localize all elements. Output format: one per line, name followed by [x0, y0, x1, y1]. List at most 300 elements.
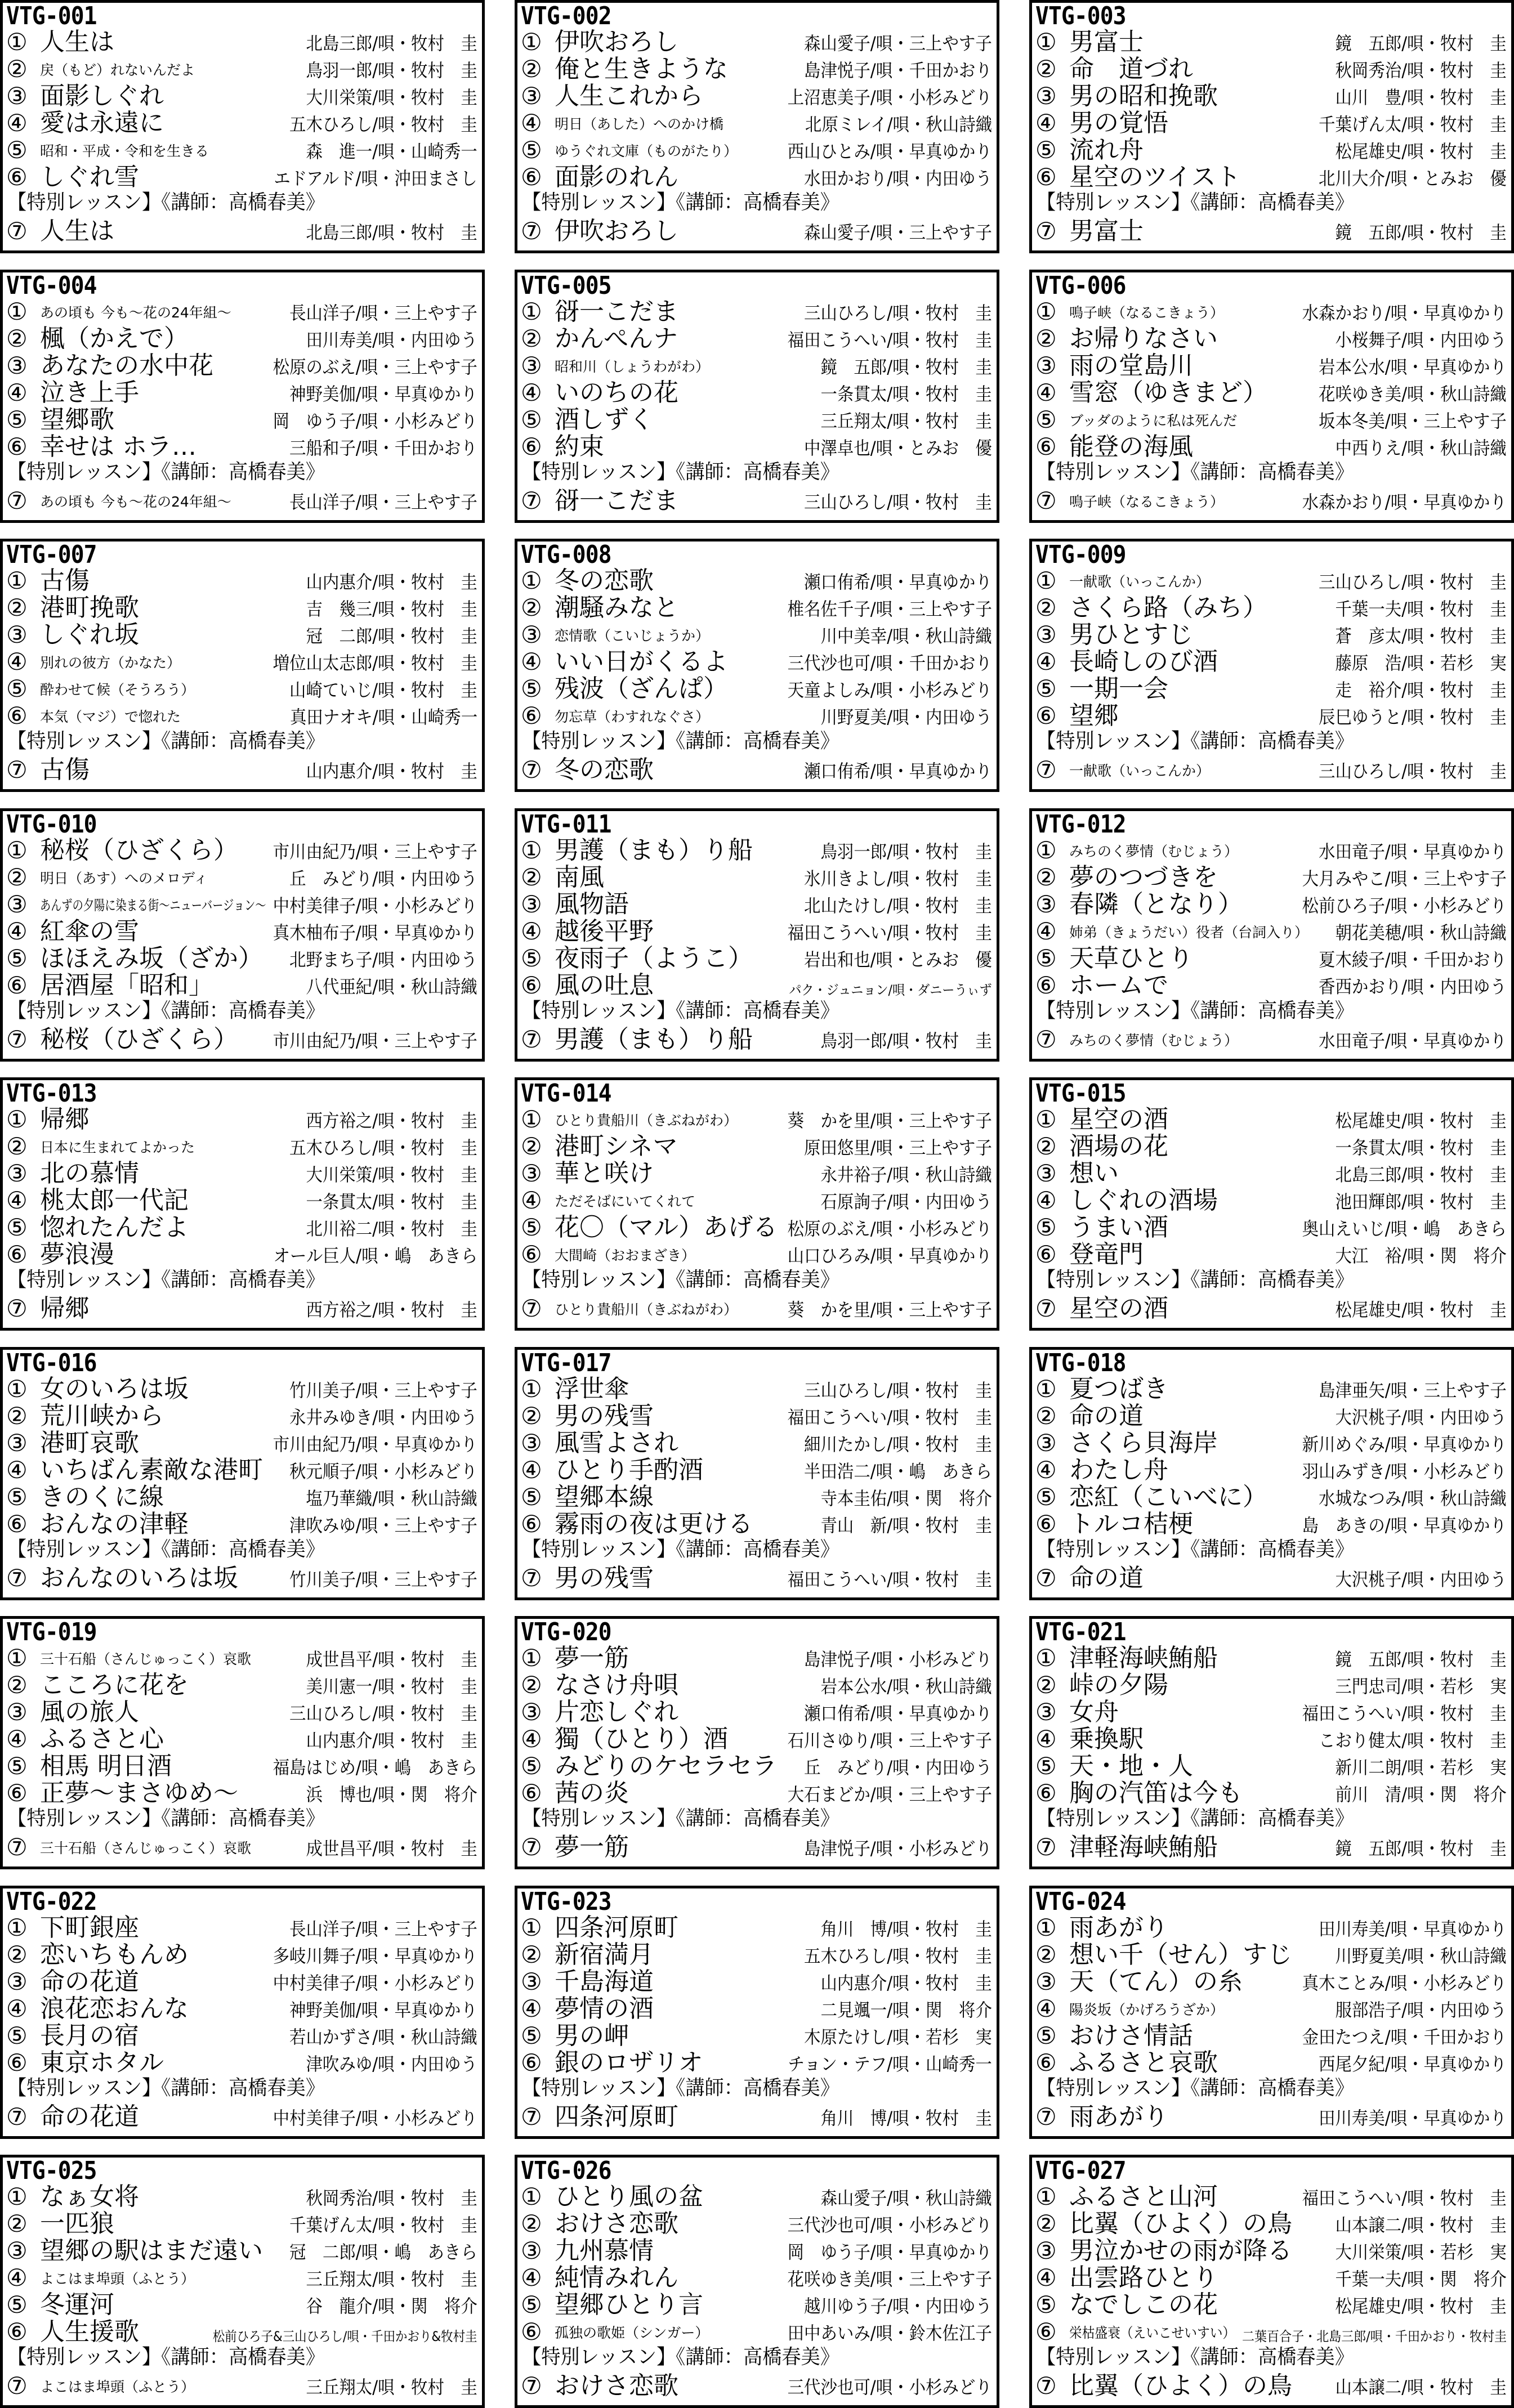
- song-credit: 水田竜子/唄・早真ゆかり: [1319, 1030, 1507, 1051]
- song-title: 津軽海峡鮪船: [1069, 1833, 1218, 1861]
- song-number: ②: [6, 2210, 28, 2237]
- song-title: 男泣かせの雨が降る: [1069, 2236, 1292, 2265]
- special-lesson-header: 【特別レッスン】《講師：高橋春美》: [1037, 1807, 1354, 1830]
- song-credit: 二葉百合子・北島三郎/唄・千田かおり・牧村圭: [1241, 2329, 1507, 2344]
- song-number: ①: [521, 836, 542, 864]
- song-row: [1032, 837, 1511, 864]
- song-title: 古傷: [40, 755, 90, 784]
- song-row: [1032, 56, 1511, 83]
- song-row: [1032, 2049, 1511, 2076]
- song-title: 帰郷: [40, 1105, 90, 1134]
- song-credit: 竹川美子/唄・三上やす子: [289, 1379, 477, 1401]
- song-credit: 秋岡秀治/唄・牧村 圭: [306, 2187, 477, 2209]
- song-number: ⑤: [1035, 136, 1057, 164]
- song-title: 長月の宿: [40, 2021, 139, 2050]
- song-row: [3, 1484, 482, 1511]
- song-row: [1032, 864, 1511, 891]
- song-credit: 成世昌平/唄・牧村 圭: [306, 1649, 477, 1670]
- song-title: 明日（あした）へのかけ橋: [555, 116, 724, 132]
- song-title: おけさ恋歌: [555, 2209, 678, 2238]
- song-number: ①: [521, 2183, 542, 2210]
- song-title: 秘桜（ひざくら）: [40, 1024, 238, 1054]
- song-credit: 岡 ゆう子/唄・小杉みどり: [273, 410, 477, 432]
- song-credit: 福田こうへい/唄・牧村 圭: [787, 921, 992, 943]
- song-credit: 山川 豊/唄・牧村 圭: [1335, 87, 1507, 108]
- song-title: 夢一筋: [555, 1833, 629, 1861]
- song-number: ③: [6, 1429, 28, 1457]
- song-row: [517, 2319, 997, 2346]
- song-number: ⑥: [1035, 163, 1057, 191]
- song-credit: 瀬口侑希/唄・早真ゆかり: [804, 760, 992, 782]
- song-number: ⑥: [6, 2318, 28, 2346]
- song-number: ①: [521, 28, 542, 56]
- special-lesson-header: 【特別レッスン】《講師：高橋春美》: [1037, 191, 1354, 214]
- special-lesson-header: 【特別レッスン】《講師：高橋春美》: [7, 1807, 325, 1830]
- special-lesson-header: 【特別レッスン】《講師：高橋春美》: [1037, 2346, 1354, 2369]
- special-lesson-header: 【特別レッスン】《講師：高橋春美》: [522, 191, 839, 214]
- song-row: [1032, 1968, 1511, 1995]
- special-lesson-header: 【特別レッスン】《講師：高橋春美》: [7, 2346, 325, 2369]
- song-title: わたし舟: [1069, 1455, 1168, 1484]
- song-credit: 神野美伽/唄・早真ゆかり: [289, 383, 477, 405]
- song-title: 下町銀座: [40, 1913, 139, 1942]
- song-title: 命の花道: [40, 1967, 139, 1996]
- song-number: ②: [521, 1133, 542, 1160]
- song-number: ③: [521, 1429, 542, 1457]
- song-number: ⑥: [6, 1779, 28, 1807]
- song-credit: 福田こうへい/唄・牧村 圭: [787, 329, 992, 351]
- song-credit: 美川憲一/唄・牧村 圭: [306, 1676, 477, 1697]
- song-credit: 増位山太志郎/唄・牧村 圭: [273, 652, 477, 674]
- song-credit: 松尾雄史/唄・牧村 圭: [1335, 141, 1507, 162]
- song-number: ⑥: [521, 2318, 542, 2346]
- song-credit: 山内惠介/唄・牧村 圭: [306, 571, 477, 593]
- song-number: ①: [521, 567, 542, 594]
- song-row: [3, 1430, 482, 1457]
- song-number: ⑥: [1035, 702, 1057, 729]
- song-row: [3, 1160, 482, 1187]
- lesson-card: [515, 0, 999, 253]
- song-number: ④: [1035, 109, 1057, 137]
- song-title: 風の旅人: [40, 1698, 139, 1726]
- song-number: ④: [1035, 2264, 1057, 2291]
- song-row: [517, 1214, 997, 1241]
- lesson-card: [0, 2155, 485, 2408]
- song-row: [517, 2022, 997, 2049]
- song-credit: 池田輝郎/唄・牧村 圭: [1335, 1191, 1507, 1212]
- song-number: ④: [1035, 648, 1057, 675]
- song-number: ③: [1035, 1429, 1057, 1457]
- song-credit: 石川さゆり/唄・三上やす子: [787, 1730, 992, 1751]
- song-credit: 島津悦子/唄・小杉みどり: [804, 1649, 992, 1670]
- song-credit: 真木ことみ/唄・小杉みどり: [1302, 1972, 1507, 1994]
- song-title: 居酒屋「昭和」: [40, 970, 213, 1000]
- card-code: VTG-005: [521, 271, 611, 300]
- song-credit: 松前ひろ子/唄・小杉みどり: [1302, 894, 1507, 916]
- song-credit: 藤原 浩/唄・若杉 実: [1335, 652, 1507, 674]
- song-number: ⑦: [1035, 1833, 1057, 1861]
- song-title: 雨あがり: [1069, 1913, 1168, 1942]
- song-credit: 川中美幸/唄・秋山詩織: [820, 625, 992, 647]
- song-row: [517, 1914, 997, 1941]
- song-number: ⑤: [521, 675, 542, 702]
- song-title: 酒しずく: [555, 405, 654, 434]
- song-title: 夢一筋: [555, 1644, 629, 1672]
- song-credit: 森山愛子/唄・三上やす子: [804, 222, 992, 243]
- song-title: 男ひとすじ: [1069, 620, 1193, 649]
- song-title: 冬運河: [40, 2290, 114, 2319]
- song-row: [3, 29, 482, 56]
- song-number: ⑥: [521, 702, 542, 729]
- song-row: [1032, 2183, 1511, 2210]
- song-number: ④: [6, 1456, 28, 1484]
- song-number: ④: [521, 1725, 542, 1753]
- song-title: 男の覚悟: [1069, 109, 1168, 137]
- song-credit: 三門忠司/唄・若杉 実: [1335, 1676, 1507, 1697]
- song-title: 昭和・平成・令和を生きる: [40, 143, 209, 159]
- song-number: ③: [6, 1160, 28, 1187]
- song-number: ③: [521, 1160, 542, 1187]
- song-title: 夢のつづきを: [1069, 862, 1218, 892]
- song-title: なでしこの花: [1069, 2290, 1218, 2319]
- song-number: ③: [521, 1967, 542, 1995]
- lesson-card: [0, 539, 485, 792]
- song-number: ①: [1035, 1913, 1057, 1941]
- song-number: ⑦: [6, 1295, 28, 1322]
- song-number: ②: [6, 55, 28, 83]
- song-number: ⑦: [1035, 2372, 1057, 2400]
- song-title: 楓（かえで）: [40, 324, 189, 353]
- song-number: ⑥: [1035, 1779, 1057, 1807]
- special-lesson-header: 【特別レッスン】《講師：高橋春美》: [7, 2076, 325, 2100]
- song-row: [1032, 594, 1511, 621]
- song-credit: 葵 かを里/唄・三上やす子: [787, 1299, 992, 1321]
- song-title: 南風: [555, 862, 604, 892]
- song-title: いちばん素敵な港町: [40, 1455, 263, 1484]
- song-number: ④: [521, 648, 542, 675]
- song-title: 残波（ざんぱ）: [555, 674, 728, 703]
- song-credit: 松尾雄史/唄・牧村 圭: [1335, 2295, 1507, 2317]
- song-credit: 田川寿美/唄・内田ゆう: [306, 329, 477, 351]
- song-row: [517, 1699, 997, 1726]
- song-title: 東京ホタル: [40, 2048, 164, 2077]
- song-title: 命の道: [1069, 1563, 1144, 1592]
- lesson-card: [0, 808, 485, 1062]
- song-number: ②: [521, 55, 542, 83]
- song-title: 天（てん）の糸: [1069, 1967, 1243, 1996]
- song-credit: 水田かおり/唄・内田ゆう: [804, 168, 992, 189]
- song-number: ③: [6, 890, 28, 918]
- song-number: ③: [1035, 1967, 1057, 1995]
- song-credit: 多岐川舞子/唄・早真ゆかり: [273, 1945, 477, 1967]
- song-credit: 三山ひろし/唄・牧村 圭: [1319, 760, 1507, 782]
- song-row: [3, 2210, 482, 2237]
- song-row: [3, 1133, 482, 1160]
- song-credit: 長山洋子/唄・三上やす子: [289, 491, 477, 513]
- song-number: ②: [1035, 324, 1057, 352]
- song-number: ②: [521, 1402, 542, 1430]
- song-credit: 三代沙也可/唄・小杉みどり: [787, 2376, 992, 2398]
- song-credit: オール巨人/唄・嶋 あきら: [273, 1245, 477, 1266]
- song-title: かんぺんナ: [555, 324, 678, 353]
- song-row: [3, 1026, 482, 1053]
- song-row: [1032, 325, 1511, 352]
- song-title: 天・地・人: [1069, 1752, 1193, 1780]
- song-row: [517, 298, 997, 325]
- lesson-card: [0, 1347, 485, 1600]
- song-title: 天草ひとり: [1069, 943, 1193, 973]
- song-title: しぐれの酒場: [1069, 1186, 1218, 1215]
- song-row: [1032, 1106, 1511, 1133]
- song-row: [3, 918, 482, 945]
- song-row: [3, 891, 482, 918]
- lesson-card: [515, 2155, 999, 2408]
- song-row: [1032, 2210, 1511, 2237]
- song-credit: 三丘翔太/唄・牧村 圭: [820, 410, 992, 432]
- song-title: 千島海道: [555, 1967, 654, 1996]
- song-row: [3, 2183, 482, 2210]
- song-title: いのちの花: [555, 378, 678, 407]
- song-title: 出雲路ひとり: [1069, 2263, 1218, 2292]
- song-title: 潮騒みなと: [555, 593, 678, 622]
- song-title: 酒場の花: [1069, 1132, 1168, 1161]
- song-number: ⑥: [6, 163, 28, 191]
- song-number: ⑤: [1035, 405, 1057, 433]
- song-credit: 若山かずさ/唄・秋山詩織: [289, 2026, 477, 2048]
- song-title: 長崎しのび酒: [1069, 647, 1218, 676]
- song-number: ④: [1035, 1725, 1057, 1753]
- song-row: [3, 1187, 482, 1214]
- song-row: [3, 1645, 482, 1672]
- song-row: [3, 2103, 482, 2131]
- song-credit: 一条貫太/唄・牧村 圭: [306, 1191, 477, 1212]
- song-row: [1032, 1160, 1511, 1187]
- song-number: ①: [6, 28, 28, 56]
- song-row: [517, 406, 997, 433]
- song-credit: 田川寿美/唄・早真ゆかり: [1319, 1918, 1507, 1940]
- song-number: ③: [1035, 1160, 1057, 1187]
- song-number: ⑦: [6, 756, 28, 784]
- song-credit: 鳥羽一郎/唄・牧村 圭: [820, 1030, 992, 1051]
- song-title: 花〇（マル）あげる: [555, 1213, 778, 1242]
- song-credit: 水森かおり/唄・早真ゆかり: [1302, 302, 1507, 324]
- song-number: ⑦: [1035, 486, 1057, 514]
- song-row: [3, 325, 482, 352]
- song-credit: 小桜舞子/唄・内田ゆう: [1335, 329, 1507, 351]
- song-number: ⑥: [521, 2048, 542, 2076]
- song-title: 雪窓（ゆきまど）: [1069, 378, 1267, 407]
- song-row: [1032, 137, 1511, 164]
- song-credit: 北川大介/唄・とみお 優: [1319, 168, 1507, 189]
- card-code: VTG-004: [6, 271, 97, 300]
- special-lesson-header: 【特別レッスン】《講師：高橋春美》: [7, 460, 325, 484]
- song-number: ⑦: [521, 756, 542, 784]
- song-title: 浪花恋おんな: [40, 1994, 189, 2023]
- song-title: 男護（まも）り船: [555, 835, 753, 865]
- song-credit: 鏡 五郎/唄・牧村 圭: [1335, 1838, 1507, 1859]
- song-title: 命 道づれ: [1069, 55, 1193, 83]
- song-credit: 冠 二郎/唄・牧村 圭: [306, 625, 477, 647]
- song-number: ②: [1035, 55, 1057, 83]
- song-title: 津軽海峡鮪船: [1069, 1644, 1218, 1672]
- song-number: ①: [6, 1644, 28, 1672]
- song-title: 鳴子峡（なるこきょう）: [1069, 304, 1225, 321]
- song-title: 正夢～まさゆめ～: [40, 1779, 238, 1807]
- song-credit: 山本譲二/唄・牧村 圭: [1335, 2376, 1507, 2398]
- song-number: ①: [521, 1375, 542, 1403]
- song-row: [517, 1241, 997, 1268]
- song-row: [3, 110, 482, 137]
- song-number: ⑤: [6, 675, 28, 702]
- song-credit: 鏡 五郎/唄・牧村 圭: [820, 356, 992, 378]
- special-lesson-header: 【特別レッスン】《講師：高橋春美》: [7, 729, 325, 753]
- song-credit: 森山愛子/唄・秋山詩織: [820, 2187, 992, 2209]
- song-number: ③: [521, 2237, 542, 2264]
- song-title: 港町挽歌: [40, 593, 139, 622]
- song-row: [1032, 1914, 1511, 1941]
- song-credit: 越川ゆう子/唄・内田ゆう: [804, 2295, 992, 2317]
- song-credit: 千葉げん太/唄・牧村 圭: [1319, 114, 1507, 135]
- song-number: ⑥: [6, 2048, 28, 2076]
- song-number: ②: [6, 594, 28, 621]
- song-title: 酔わせて候（そうろう）: [40, 682, 195, 698]
- song-title: ふるさと心: [40, 1725, 164, 1753]
- song-credit: 奥山えいじ/唄・嶋 あきら: [1302, 1218, 1507, 1239]
- song-number: ④: [1035, 1187, 1057, 1214]
- card-code: VTG-016: [6, 1348, 97, 1377]
- song-credit: 八代亜紀/唄・秋山詩織: [306, 975, 477, 997]
- song-row: [1032, 379, 1511, 406]
- song-row: [3, 2319, 482, 2346]
- song-title: こころに花を: [40, 1671, 189, 1699]
- song-credit: 鳥羽一郎/唄・牧村 圭: [306, 60, 477, 81]
- song-row: [517, 2264, 997, 2291]
- song-credit: 成世昌平/唄・牧村 圭: [306, 1838, 477, 1859]
- song-row: [1032, 702, 1511, 729]
- song-title: 冬の恋歌: [555, 566, 654, 595]
- song-number: ⑥: [6, 1510, 28, 1538]
- song-credit: 三山ひろし/唄・牧村 圭: [804, 1379, 992, 1401]
- special-lesson-header: 【特別レッスン】《講師：高橋春美》: [522, 1537, 839, 1561]
- song-number: ①: [6, 836, 28, 864]
- song-credit: 山内惠介/唄・牧村 圭: [306, 1730, 477, 1751]
- song-credit: 蒼 彦太/唄・牧村 圭: [1335, 625, 1507, 647]
- song-row: [517, 29, 997, 56]
- song-title: 望郷の駅はまだ遠い: [40, 2236, 263, 2265]
- song-row: [517, 1968, 997, 1995]
- song-title: 乗換駅: [1069, 1725, 1144, 1753]
- song-title: ブッダのように私は死んだ: [1069, 412, 1238, 429]
- song-row: [3, 406, 482, 433]
- song-row: [517, 2183, 997, 2210]
- song-row: [1032, 675, 1511, 702]
- song-title: 想い: [1069, 1159, 1119, 1188]
- song-row: [1032, 945, 1511, 972]
- song-number: ②: [1035, 863, 1057, 891]
- song-number: ⑤: [521, 136, 542, 164]
- song-credit: 千葉一夫/唄・関 将介: [1335, 2268, 1507, 2290]
- song-title: 帰郷: [40, 1294, 90, 1323]
- song-credit: 丘 みどり/唄・内田ゆう: [804, 1757, 992, 1778]
- song-row: [3, 352, 482, 379]
- song-number: ⑥: [521, 1241, 542, 1268]
- lesson-card: [515, 1616, 999, 1869]
- song-title: 想い千（せん）すじ: [1069, 1940, 1292, 1969]
- song-title: 男護（まも）り船: [555, 1024, 753, 1054]
- song-title: 銀のロザリオ: [555, 2048, 703, 2077]
- card-code: VTG-020: [521, 1618, 611, 1646]
- song-credit: 一条貫太/唄・牧村 圭: [820, 383, 992, 405]
- song-number: ⑤: [521, 2021, 542, 2049]
- song-credit: 五木ひろし/唄・牧村 圭: [289, 114, 477, 135]
- song-number: ⑦: [1035, 1564, 1057, 1592]
- song-number: ⑥: [1035, 971, 1057, 999]
- song-number: ③: [1035, 890, 1057, 918]
- song-row: [517, 702, 997, 729]
- card-code: VTG-021: [1035, 1618, 1126, 1646]
- song-row: [1032, 1941, 1511, 1968]
- song-title: 面影のれん: [555, 163, 678, 191]
- song-credit: 大沢桃子/唄・内田ゆう: [1335, 1406, 1507, 1428]
- song-credit: 椎名佐千子/唄・三上やす子: [787, 598, 992, 620]
- song-number: ③: [1035, 621, 1057, 648]
- song-row: [517, 972, 997, 999]
- song-number: ①: [1035, 567, 1057, 594]
- special-lesson-header: 【特別レッスン】《講師：高橋春美》: [7, 1537, 325, 1561]
- song-number: ⑥: [1035, 1510, 1057, 1538]
- song-credit: 西方裕之/唄・牧村 圭: [306, 1299, 477, 1321]
- song-title: ゆうぐれ文庫（ものがたり）: [555, 143, 738, 159]
- song-row: [3, 1941, 482, 1968]
- lesson-card: [515, 270, 999, 523]
- song-credit: 中村美律子/唄・小杉みどり: [273, 894, 477, 916]
- song-number: ②: [6, 324, 28, 352]
- song-row: [517, 675, 997, 702]
- song-credit: 西方裕之/唄・牧村 圭: [306, 1110, 477, 1131]
- special-lesson-header: 【特別レッスン】《講師：高橋春美》: [7, 999, 325, 1022]
- song-row: [3, 2237, 482, 2264]
- song-title: 大間崎（おおまざき）: [555, 1247, 696, 1264]
- song-number: ⑦: [6, 2372, 28, 2400]
- song-number: ⑤: [521, 2291, 542, 2319]
- song-number: ②: [1035, 1133, 1057, 1160]
- song-row: [517, 325, 997, 352]
- song-row: [1032, 891, 1511, 918]
- song-credit: 山内惠介/唄・牧村 圭: [820, 1972, 992, 1994]
- song-title: 男富士: [1069, 28, 1144, 56]
- song-credit: 真木柚布子/唄・早真ゆかり: [273, 921, 477, 943]
- song-row: [517, 218, 997, 245]
- song-credit: 長山洋子/唄・三上やす子: [289, 1918, 477, 1940]
- song-credit: 夏木綾子/唄・千田かおり: [1319, 948, 1507, 970]
- song-number: ②: [6, 1940, 28, 1968]
- song-title: 本気（マジ）で惚れた: [40, 709, 181, 725]
- song-credit: 福田こうへい/唄・牧村 圭: [1302, 2187, 1507, 2209]
- song-credit: 天童よしみ/唄・小杉みどり: [787, 679, 992, 701]
- song-title: 恋いちもんめ: [40, 1940, 189, 1969]
- card-code: VTG-013: [6, 1079, 97, 1108]
- song-number: ⑤: [6, 405, 28, 433]
- song-number: ③: [521, 351, 542, 379]
- song-credit: 朝花美穂/唄・秋山詩織: [1335, 921, 1507, 943]
- song-number: ⑦: [521, 2102, 542, 2131]
- song-credit: 五木ひろし/唄・牧村 圭: [289, 1137, 477, 1158]
- song-row: [3, 2049, 482, 2076]
- lesson-card: [515, 1347, 999, 1600]
- song-row: [517, 2291, 997, 2319]
- song-row: [517, 1295, 997, 1322]
- song-number: ④: [521, 1456, 542, 1484]
